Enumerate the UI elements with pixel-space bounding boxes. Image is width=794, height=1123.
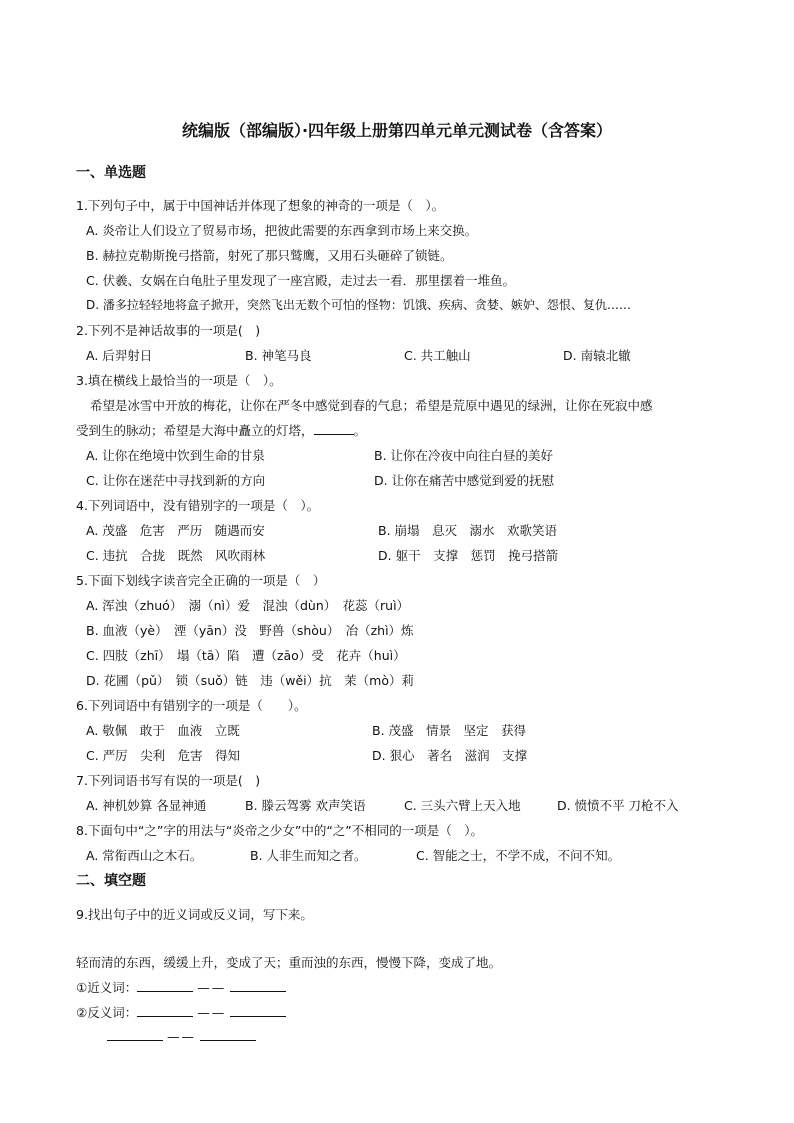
question-2-option-d[interactable]: D. 南辕北辙 (563, 348, 631, 363)
question-7-option-c[interactable]: C. 三头六臂上天入地 (404, 798, 521, 813)
antonym-dash-2: —— (167, 1029, 196, 1044)
question-3-passage-end: 。 (353, 423, 367, 438)
question-8-stem: 8.下面句中“之”字的用法与“炎帝之少女”中的“之”不相同的一项是（ ）。 (76, 823, 484, 838)
question-3-option-d[interactable]: D. 让你在痛苦中感觉到爱的抚慰 (374, 473, 555, 488)
synonym-dash: —— (197, 980, 227, 995)
antonym-blank-1[interactable] (137, 1004, 193, 1017)
question-6-option-c[interactable]: C. 严厉 尖利 危害 得知 (86, 748, 241, 763)
question-9-antonym-row (76, 1003, 286, 1021)
question-6-option-d[interactable]: D. 狠心 著名 滋润 支撑 (372, 748, 528, 763)
question-4-option-c[interactable]: C. 违抗 合拢 既然 风吹雨林 (86, 548, 266, 563)
question-5-option-d[interactable]: D. 花圃（pǔ） 锁（suǒ）链 违（wěi）抗 茉（mò）莉 (86, 673, 414, 688)
page-title: 统编版（部编版）·四年级上册第四单元单元测试卷（含答案） (181, 121, 613, 140)
antonym-blank-2[interactable] (230, 1004, 286, 1017)
question-5-option-a[interactable]: A. 浑浊（zhuó） 溺（nì）爱 混浊（dùn） 花蕊（ruì） (86, 598, 410, 613)
question-7-stem: 7.下列词语书写有误的一项是( ) (76, 773, 261, 788)
synonym-blank-1[interactable] (137, 979, 193, 992)
section-heading-single-choice: 一、单选题 (76, 165, 146, 181)
question-9-antonym-row-2 (107, 1028, 256, 1044)
question-3-option-a[interactable]: A. 让你在绝境中饮到生命的甘泉 (86, 448, 265, 463)
question-3-stem: 3.填在横线上最恰当的一项是（ ）。 (76, 373, 282, 388)
question-9-sentence: 轻而清的东西，缓缓上升，变成了天；重而浊的东西，慢慢下降，变成了地。 (76, 955, 502, 970)
question-4-option-d[interactable]: D. 躯干 支撑 惩罚 挽弓搭箭 (378, 548, 559, 563)
question-2-option-a[interactable]: A. 后羿射日 (86, 348, 153, 363)
question-4-option-a[interactable]: A. 茂盛 危害 严历 随遇而安 (86, 523, 265, 538)
question-7-option-b[interactable]: B. 滕云驾雾 欢声笑语 (245, 798, 366, 813)
question-3-passage-line-1: 希望是冰雪中开放的梅花，让你在严冬中感觉到春的气息；希望是荒原中遇见的绿洲，让你在死寂中感 (90, 398, 653, 413)
question-3-answer-blank[interactable] (314, 422, 354, 435)
question-3-option-c[interactable]: C. 让你在迷茫中寻找到新的方向 (86, 473, 266, 488)
question-1-option-a[interactable]: A. 炎帝让人们设立了贸易市场，把彼此需要的东西拿到市场上来交换。 (86, 223, 478, 238)
synonym-blank-2[interactable] (230, 979, 286, 992)
question-8-option-c[interactable]: C. 智能之士，不学不成，不问不知。 (416, 848, 621, 863)
question-2-stem: 2.下列不是神话故事的一项是( ) (76, 323, 261, 338)
question-5-option-c[interactable]: C. 四肢（zhī） 塌（tā）陷 遭（zāo）受 花卉（huì） (86, 648, 406, 663)
question-6-option-b[interactable]: B. 茂盛 情景 坚定 获得 (372, 723, 527, 738)
question-9-synonym-row (76, 978, 286, 996)
question-5-option-b[interactable]: B. 血液（yè） 湮（yān）没 野兽（shòu） 冶（zhì）炼 (86, 623, 414, 638)
question-8-option-a[interactable]: A. 常衔西山之木石。 (86, 848, 203, 863)
question-1-option-c[interactable]: C. 伏羲、女娲在白龟肚子里发现了一座宫殿，走过去一看．那里摆着一堆鱼。 (86, 273, 516, 288)
question-7-option-a[interactable]: A. 神机妙算 各显神通 (86, 798, 207, 813)
question-1-stem: 1.下列句子中，属于中国神话并体现了想象的神奇的一项是（ ）。 (76, 198, 445, 213)
question-4-option-b[interactable]: B. 崩塌 息灭 溺水 欢歌笑语 (378, 523, 558, 538)
question-2-option-b[interactable]: B. 神笔马良 (245, 348, 312, 363)
question-7-option-d[interactable]: D. 愤愤不平 刀枪不入 (557, 798, 679, 813)
question-3-option-b[interactable]: B. 让你在冷夜中向往白昼的美好 (374, 448, 554, 463)
question-4-stem: 4.下列词语中，没有错别字的一项是（ ）。 (76, 498, 320, 513)
synonym-label: ①近义词： (76, 980, 138, 995)
antonym-blank-4[interactable] (200, 1028, 256, 1041)
question-1-option-b[interactable]: B. 赫拉克勒斯挽弓搭箭，射死了那只鹫鹰，又用石头砸碎了锁链。 (86, 248, 453, 263)
question-2-option-c[interactable]: C. 共工触山 (404, 348, 471, 363)
antonym-label: ②反义词： (76, 1005, 138, 1020)
question-1-option-d[interactable]: D. 潘多拉轻轻地将盒子掀开，突然飞出无数个可怕的怪物：饥饿、疾病、贪婪、嫉妒、怨恨、复仇…… (86, 298, 631, 312)
section-heading-fill-in: 二、填空题 (76, 873, 146, 889)
question-8-option-b[interactable]: B. 人非生而知之者。 (250, 848, 367, 863)
question-6-stem: 6.下列词语中有错别字的一项是（ ）。 (76, 698, 307, 713)
question-5-stem: 5.下面下划线字读音完全正确的一项是（ ） (76, 573, 326, 588)
question-3-passage-line-2 (76, 421, 366, 439)
antonym-blank-3[interactable] (107, 1028, 163, 1041)
question-6-option-a[interactable]: A. 敬佩 敢于 血液 立既 (86, 723, 240, 738)
antonym-dash: —— (197, 1005, 227, 1020)
question-9-stem: 9.找出句子中的近义词或反义词，写下来。 (76, 907, 313, 922)
question-3-passage-text: 受到生的脉动；希望是大海中矗立的灯塔， (76, 423, 314, 438)
